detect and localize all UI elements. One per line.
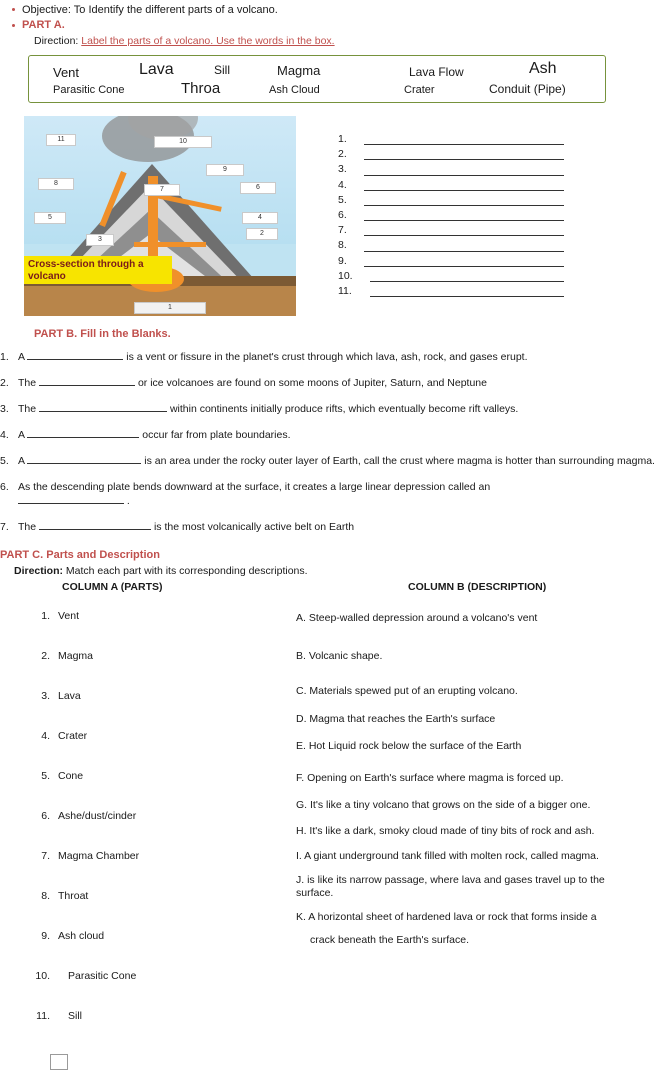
callout-10: 10 (154, 136, 212, 148)
item-number: 1. (0, 351, 9, 363)
part-a-direction-underlined: Label the parts of a volcano. Use the words in the box. (81, 35, 335, 47)
part-c-direction-prefix: Direction: (14, 565, 66, 577)
item-text-before: A (18, 455, 25, 467)
answer-blank[interactable] (364, 205, 564, 206)
column-b-item: F. Opening on Earth's surface where magma is forced up. (296, 771, 564, 784)
column-a-item[interactable] (24, 770, 274, 810)
item-text-after: or ice volcanoes are found on some moons of Jupiter, Saturn, and Neptune (137, 377, 487, 389)
diagram-caption: Cross-section through a volcano (24, 256, 172, 284)
word-vent: Vent (53, 65, 80, 80)
word-ash: Ash (529, 60, 557, 77)
inline-blank[interactable] (39, 411, 167, 412)
answer-row (338, 270, 564, 285)
item-number: 2. (41, 650, 50, 662)
answer-number: 10. (338, 269, 353, 282)
item-text-before: As the descending plate bends downward at the surface, it creates a large linear depression called an (18, 481, 491, 493)
answer-blank[interactable] (364, 175, 564, 176)
item-label: Lava (58, 690, 81, 702)
callout-9: 9 (206, 164, 244, 176)
item-text-after: . (126, 495, 130, 507)
answer-blank[interactable] (364, 251, 564, 252)
item-number: 6. (0, 481, 9, 493)
answer-blank[interactable] (364, 220, 564, 221)
word-lava-flow: Lava Flow (409, 65, 464, 79)
part-c-label: PART C. Parts and Description (0, 549, 160, 561)
fill-blank-item (0, 350, 660, 364)
item-number: 3. (0, 403, 9, 415)
column-b-item: K. A horizontal sheet of hardened lava or rock that forms inside a (296, 910, 597, 923)
answer-number: 3. (338, 163, 347, 176)
column-b-header: COLUMN B (DESCRIPTION) (408, 581, 547, 593)
column-b-item: G. It's like a tiny volcano that grows on the side of a bigger one. (296, 799, 591, 811)
word-box (28, 55, 606, 103)
part-c-direction-text: Match each part with its corresponding descriptions. (65, 565, 308, 577)
item-number: 4. (41, 730, 50, 742)
column-a-item[interactable] (24, 810, 274, 850)
word-magma: Magma (277, 63, 321, 78)
column-b-list (296, 610, 626, 958)
bullet-icon-2 (12, 24, 15, 27)
item-number: 7. (41, 850, 50, 862)
item-number: 7. (0, 521, 9, 533)
part-a-label: PART A. (22, 19, 65, 31)
answer-number: 11. (338, 284, 352, 297)
word-conduit-pipe: Conduit (Pipe) (489, 82, 566, 96)
column-a-item[interactable] (24, 1010, 274, 1050)
word-crater: Crater (404, 84, 435, 96)
answer-box[interactable] (50, 1054, 68, 1070)
answer-row (338, 209, 564, 224)
inline-blank[interactable] (39, 385, 135, 386)
answer-number: 5. (338, 193, 347, 206)
inline-blank[interactable] (27, 463, 141, 464)
item-label: Magma (58, 650, 94, 662)
answer-row (338, 239, 564, 254)
answer-row (338, 133, 564, 148)
word-parasitic-cone: Parasitic Cone (53, 84, 125, 96)
item-number: 3. (41, 690, 50, 702)
item-text-before: A (18, 351, 25, 363)
fill-blank-item (0, 480, 660, 508)
callout-5: 5 (34, 212, 66, 224)
item-label: Ash cloud (58, 930, 105, 942)
column-b-item: D. Magma that reaches the Earth's surface (296, 712, 496, 725)
callout-8: 8 (38, 178, 74, 190)
answer-blank[interactable] (364, 235, 564, 236)
word-ash-cloud: Ash Cloud (269, 84, 320, 96)
item-text-before: A (18, 429, 25, 441)
answer-number: 1. (338, 133, 347, 145)
callout-4: 4 (242, 212, 278, 224)
answer-row (338, 179, 564, 194)
answer-row (338, 255, 564, 270)
answer-blank[interactable] (370, 296, 564, 297)
column-b-item: J. is like its narrow passage, where lava and gases travel up to the surface. (296, 873, 605, 899)
volcano-diagram-image (24, 116, 296, 316)
item-number: 4. (0, 429, 9, 441)
word-lava: Lava (139, 61, 174, 78)
sill-shape (134, 242, 206, 247)
word-throa: Throa (181, 80, 221, 97)
part-c-direction (14, 565, 308, 577)
item-label: Throat (58, 890, 89, 902)
item-text-after: is the most volcanically active belt on Earth (153, 521, 355, 533)
column-a-item[interactable] (24, 890, 274, 930)
answer-row (338, 148, 564, 163)
answer-blank[interactable] (364, 190, 564, 191)
answer-number: 9. (338, 254, 347, 267)
column-a-item[interactable] (24, 970, 274, 1010)
item-text-after: is an area under the rocky outer layer of Earth, call the crust where magma is hotter than surrounding magma. (144, 455, 655, 467)
column-b-item: E. Hot Liquid rock below the surface of the Earth (296, 740, 522, 752)
callout-6: 6 (240, 182, 276, 194)
item-label: Sill (68, 1010, 83, 1022)
answer-blank[interactable] (364, 144, 564, 145)
answer-blank[interactable] (364, 266, 564, 267)
column-a-item[interactable] (24, 930, 274, 970)
answer-number: 7. (338, 224, 347, 237)
word-sill: Sill (214, 63, 231, 77)
answer-row (338, 194, 564, 209)
item-number: 9. (41, 930, 50, 942)
answer-row (338, 224, 564, 239)
part-b-label: PART B. Fill in the Blanks. (34, 328, 171, 340)
fill-blank-item (0, 402, 660, 416)
answer-blank[interactable] (370, 281, 564, 282)
fill-blank-item (0, 520, 660, 534)
item-number: 5. (41, 770, 50, 782)
inline-blank[interactable] (27, 359, 123, 360)
column-b-item: H. It's like a dark, smoky cloud made of tiny bits of rock and ash. (296, 824, 595, 837)
column-a-header: COLUMN A (PARTS) (62, 581, 163, 593)
fill-blank-item (0, 428, 660, 442)
answer-number: 2. (338, 148, 347, 161)
item-number: 11. (36, 1010, 50, 1022)
part-a-direction-prefix: Direction: (34, 35, 82, 47)
item-text-before: The (18, 521, 37, 533)
item-number: 8. (41, 890, 50, 902)
item-number: 2. (0, 377, 9, 389)
item-text-after: occur far from plate boundaries. (142, 429, 291, 441)
column-b-item: A. Steep-walled depression around a volcano's vent (296, 612, 538, 624)
column-b-item: I. A giant underground tank filled with molten rock, called magma. (296, 850, 599, 862)
column-a-item[interactable] (24, 690, 274, 730)
answer-number: 6. (338, 208, 347, 221)
answer-row (338, 285, 564, 300)
item-number: 1. (41, 610, 50, 622)
item-text-before: The (18, 377, 37, 389)
item-label: Parasitic Cone (68, 970, 137, 982)
callout-7: 7 (144, 184, 180, 196)
answer-number: 4. (338, 178, 347, 191)
item-label: Vent (58, 610, 80, 622)
item-number: 10. (35, 970, 50, 982)
answer-number: 8. (338, 239, 347, 252)
callout-1: 1 (134, 302, 206, 314)
callout-11: 11 (46, 134, 76, 146)
part-a-answer-lines (338, 133, 564, 300)
part-b-items (0, 350, 660, 546)
part-a-direction (34, 35, 335, 47)
item-text-after: within continents initially produce rifts, which eventually become rift valleys. (169, 403, 519, 415)
fill-blank-item (0, 376, 660, 390)
item-number: 6. (41, 810, 50, 822)
item-label: Crater (58, 730, 88, 742)
bullet-icon (12, 8, 15, 11)
column-a-item[interactable] (24, 730, 274, 770)
item-label: Ashe/dust/cinder (58, 810, 137, 822)
column-a-list (24, 610, 274, 1050)
callout-3: 3 (86, 234, 114, 246)
inline-blank[interactable] (18, 503, 124, 504)
fill-blank-item (0, 454, 660, 468)
column-b-item: C. Materials spewed put of an erupting volcano. (296, 685, 518, 697)
item-text-before: The (18, 403, 37, 415)
answer-blank[interactable] (364, 159, 564, 160)
column-a-item[interactable] (24, 850, 274, 890)
item-label: Cone (58, 770, 84, 782)
objective-text: Objective: To Identify the different parts of a volcano. (22, 4, 278, 16)
inline-blank[interactable] (39, 529, 151, 530)
item-label: Magma Chamber (58, 850, 140, 862)
item-number: 5. (0, 455, 9, 467)
answer-row (338, 163, 564, 178)
column-a-item[interactable] (24, 610, 274, 650)
callout-2: 2 (246, 228, 278, 240)
column-a-item[interactable] (24, 650, 274, 690)
column-b-item: B. Volcanic shape. (296, 649, 383, 662)
inline-blank[interactable] (27, 437, 139, 438)
item-text-after: is a vent or fissure in the planet's crust through which lava, ash, rock, and gases erupt. (126, 351, 528, 363)
column-b-item: crack beneath the Earth's surface. (310, 934, 470, 946)
